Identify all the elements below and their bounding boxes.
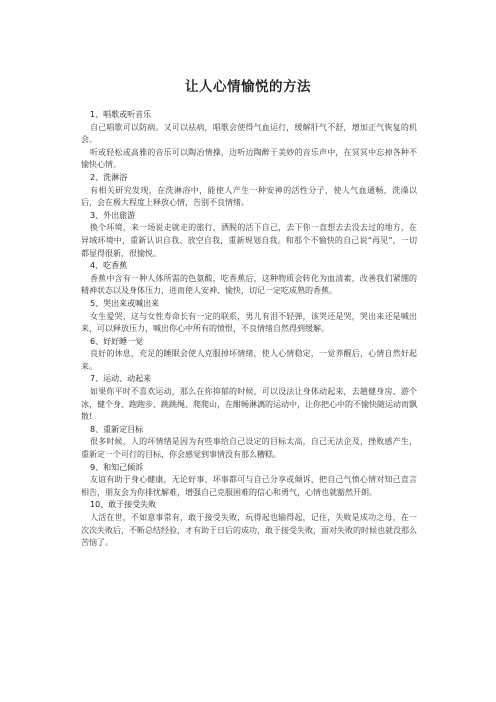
section-paragraph: 有相关研究发现，在洗淋浴中，能使人产生一种安神的活性分子，使人气血通畅，洗澡以后，会在极大程度上释放心情，告别不良情绪。: [81, 185, 417, 208]
section-heading: 1、唱歌或听音乐: [90, 110, 152, 119]
section-4: [81, 260, 417, 298]
section-heading: 5、哭出来或喊出来: [90, 298, 160, 308]
section-3: [81, 210, 417, 260]
document-title: 让人心情愉悦的方法: [185, 79, 311, 95]
section-1: [81, 109, 417, 172]
section-paragraph: 良好的休息，充足的睡眠会使人克服掉坏情绪，使人心情稳定，一觉养醒后，心情自然好起来。: [81, 349, 417, 371]
section-paragraph: 换个环境，来一场说走就走的旅行，洒脱的活下自己，去下你一直想去去没去过的地方，在异域环境中，重新认识自我、放空自我，重新规划自我。和那个不愉快的自己说“再见”，一切都显得很新，很愉悦。: [81, 223, 417, 258]
section-7: [81, 373, 417, 423]
section-heading: 7、运动、动起来: [90, 374, 152, 384]
section-paragraph: 如果你平时不喜欢运动，那么在你抑郁的时候，可以设法让身体动起来，去趟健身房、游个冰，健个身、跑跑步、跳跳绳、爬爬山，在酣畅淋漓的运动中，让你把心中的不愉快随运动而飘散!: [81, 387, 417, 422]
section-9: [81, 462, 417, 500]
section-paragraph: 自己唱歌可以防病。又可以祛病，唱歌会使得气血运行，缓解肝气不舒，增加正气恢复的机会。: [81, 122, 417, 145]
section-5: [81, 298, 417, 336]
section-heading: 10、敢于接受失败: [90, 500, 157, 510]
section-8: [81, 424, 417, 462]
section-heading: 6、好好睡一觉: [90, 336, 144, 346]
section-paragraph: 女生爱哭，这与女性寿命长有一定的联系，男儿有泪不轻弹，该哭还是哭，哭出来还是喊出来，可以释放压力，喊出你心中所有的愤恨，不良情绪自然得到缓解。: [81, 311, 417, 334]
section-paragraph: 香蕉中含有一种人体所需的色氨酸，吃香蕉后，这种物质会转化为血清素，改善我们紧绷的精神状态以及身体压力，进而使人安神、愉快，切记一定吃成熟的香蕉。: [81, 273, 417, 296]
section-heading: 3、外出旅游: [90, 210, 136, 220]
section-paragraph: 很多时候，人的坏情绪是因为有些事给自己设定的目标太高，自己无法企及，挫败感产生，重新定一个可行的目标，你会感觉到事情没有那么糟糕。: [81, 437, 417, 460]
section-heading: 4、吃香蕉: [90, 261, 128, 271]
section-heading: 8、重新定目标: [90, 424, 144, 434]
section-10: [81, 499, 417, 549]
document-body: [81, 109, 417, 550]
section-heading: 9、和知己倾诉: [90, 462, 144, 472]
section-2: [81, 172, 417, 210]
section-paragraph: 听或轻松或高雅的音乐可以陶冶情操，边听边陶醉于美妙的音乐声中，在冥冥中忘掉各种不愉快心情。: [81, 147, 417, 170]
section-6: [81, 336, 417, 374]
section-heading: 2、洗淋浴: [90, 172, 128, 182]
section-paragraph: 友谊有助于身心健康，无论好事、坏事都可与自己分享或倾诉，把自己气愤心情对知己直言相告，朋友会为你排忧解难，增强自己克服困难的信心和勇气，心情也就豁然开朗。: [81, 475, 417, 497]
section-paragraph: 人活在世，不如意事常有，敢于接受失败，玩得起也输得起，记住，失败是成功之母，在一次次失败后，不断总结经验，才有助于日后的成功，敢于接受失败，面对失败的时候也就没那么苦恼了。: [81, 513, 417, 548]
